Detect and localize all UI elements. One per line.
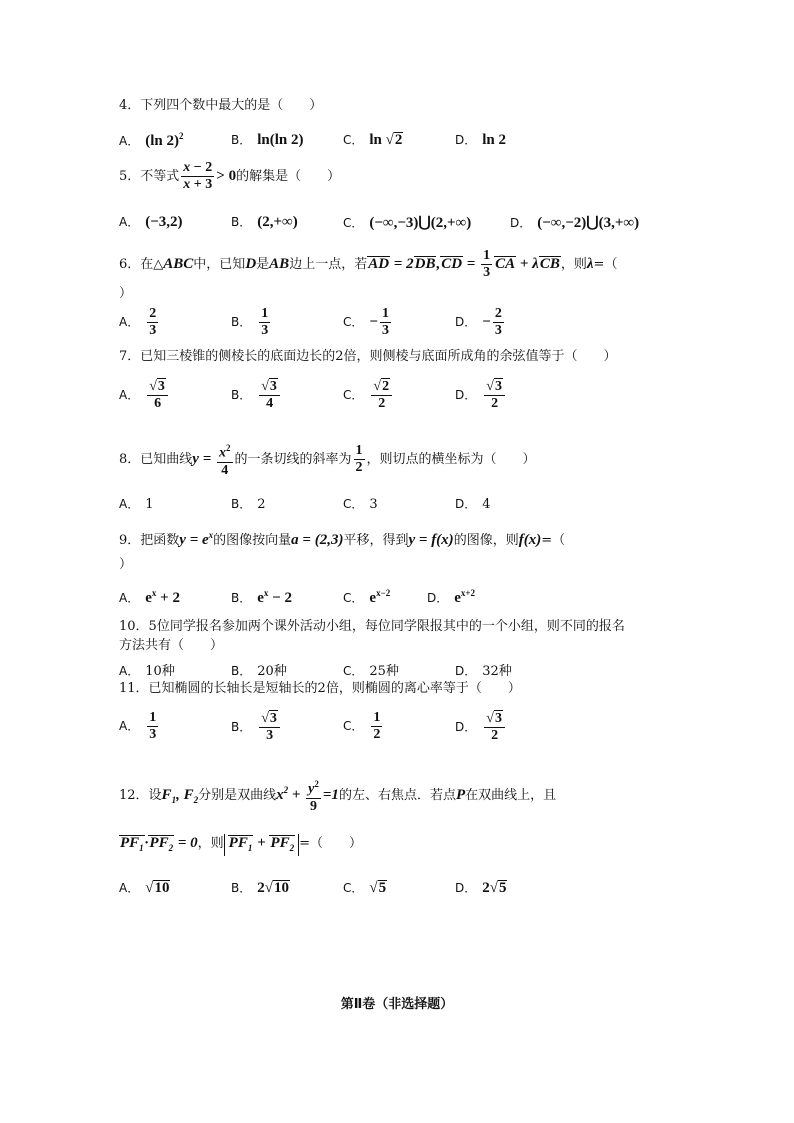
q7-option-a: A． $\frac{√3}{6}$: [119, 378, 170, 412]
q9-option-b: B． $e^x - 2$: [231, 588, 292, 606]
q6-option-c: C． − $\frac{1}{3}$: [343, 306, 389, 338]
q12-stem-line2: $PF_1\cdot PF_2 = 0$，则 $PF_1 + PF_2$ =（ ）: [119, 834, 362, 856]
q8-option-c: C． 3: [343, 497, 378, 512]
q10-stem-line2: 方法共有（ ）: [119, 638, 224, 653]
q4-stem: 4．下列四个数中最大的是（ ）: [119, 98, 323, 113]
q6-stem: 6．在△ABC中，已知D是AB边上一点，若AD = 2DB,CD = $\frac{1}{3}$ CA + λCB，则λ=（: [119, 248, 618, 280]
q9-option-a: A． $e^x + 2$: [119, 588, 180, 606]
q12-option-b: B． 2√10: [231, 880, 289, 896]
q12-option-c: C． √5: [343, 880, 387, 896]
q8-option-b: B． 2: [231, 497, 266, 512]
q12-option-d: D． 2√5: [455, 880, 507, 896]
q6-option-d: D． − $\frac{2}{3}$: [455, 306, 502, 338]
q5-option-b: B． (2,+∞): [231, 214, 298, 230]
q5-stem: 5．不等式 $\frac{x - 2}{x + 3}$ > 0的解集是（ ）: [119, 160, 341, 192]
q10-stem-line1: 10．5位同学报名参加两个课外活动小组，每位同学限报其中的一个小组，则不同的报名: [119, 619, 625, 634]
q6-stem-cont: ）: [119, 286, 133, 301]
q10-option-b: B． 20种: [231, 664, 287, 679]
q5-option-c: C． (−∞,−3)⋃(2,+∞): [343, 215, 472, 231]
q6-option-b: B． $\frac{1}{3}$: [231, 306, 269, 338]
q11-option-d: D． $\frac{√3}{2}$: [455, 710, 507, 744]
q4-option-a: A． (ln 2)$^2$: [119, 131, 184, 149]
q4-option-c: C． ln √2: [343, 132, 403, 148]
q9-stem: 9．把函数$y = e^x$的图像按向量a = (2,3)平移，得到y = f(x)的图像，则f(x)=（: [119, 530, 566, 548]
q8-option-d: D． 4: [455, 497, 491, 512]
q6-option-a: A． $\frac{2}{3}$: [119, 306, 157, 338]
q8-stem: 8．已知曲线y = $\frac{x^2}{4}$ 的一条切线的斜率为 $\frac{1}{2}$ ，则切点的横坐标为（ ）: [119, 440, 536, 479]
q9-stem-cont: ）: [119, 557, 133, 572]
section-heading: 第Ⅱ卷（非选择题）: [340, 997, 454, 1012]
q7-option-d: D． $\frac{√3}{2}$: [455, 378, 507, 412]
q9-option-c: C． $e^{x-2}$: [343, 588, 391, 606]
q11-stem: 11．已知椭圆的长轴长是短轴长的2倍，则椭圆的离心率等于（ ）: [119, 681, 521, 696]
q11-option-b: B． $\frac{√3}{3}$: [231, 710, 282, 744]
q7-stem: 7．已知三棱锥的侧棱长的底面边长的2倍，则侧棱与底面所成角的余弦值等于（ ）: [119, 349, 617, 364]
q11-option-a: A． $\frac{1}{3}$: [119, 710, 157, 742]
q4-option-b: B． ln(ln 2): [231, 132, 304, 148]
q11-option-c: C． $\frac{1}{2}$: [343, 710, 381, 742]
q10-option-c: C． 25种: [343, 664, 399, 679]
q7-option-c: C． $\frac{√2}{2}$: [343, 378, 394, 412]
q7-option-b: B． $\frac{√3}{4}$: [231, 378, 282, 412]
q4-option-d: D． ln 2: [455, 132, 507, 148]
q5-option-a: A． (−3,2): [119, 214, 183, 230]
q5-option-d: D． (−∞,−2)⋃(3,+∞): [510, 215, 640, 231]
q12-option-a: A． √10: [119, 880, 170, 896]
q9-option-d: D． $e^{x+2}$: [427, 588, 476, 606]
q10-option-a: A． 10种: [119, 664, 175, 679]
q12-stem: 12．设$F_1$, $F_2$分别是双曲线$x^2$ + $\frac{y^2}{9}$ =1的左、右焦点．若点P在双曲线上，且: [119, 776, 556, 815]
q8-option-a: A． 1: [119, 497, 154, 512]
q10-option-d: D． 32种: [455, 664, 512, 679]
